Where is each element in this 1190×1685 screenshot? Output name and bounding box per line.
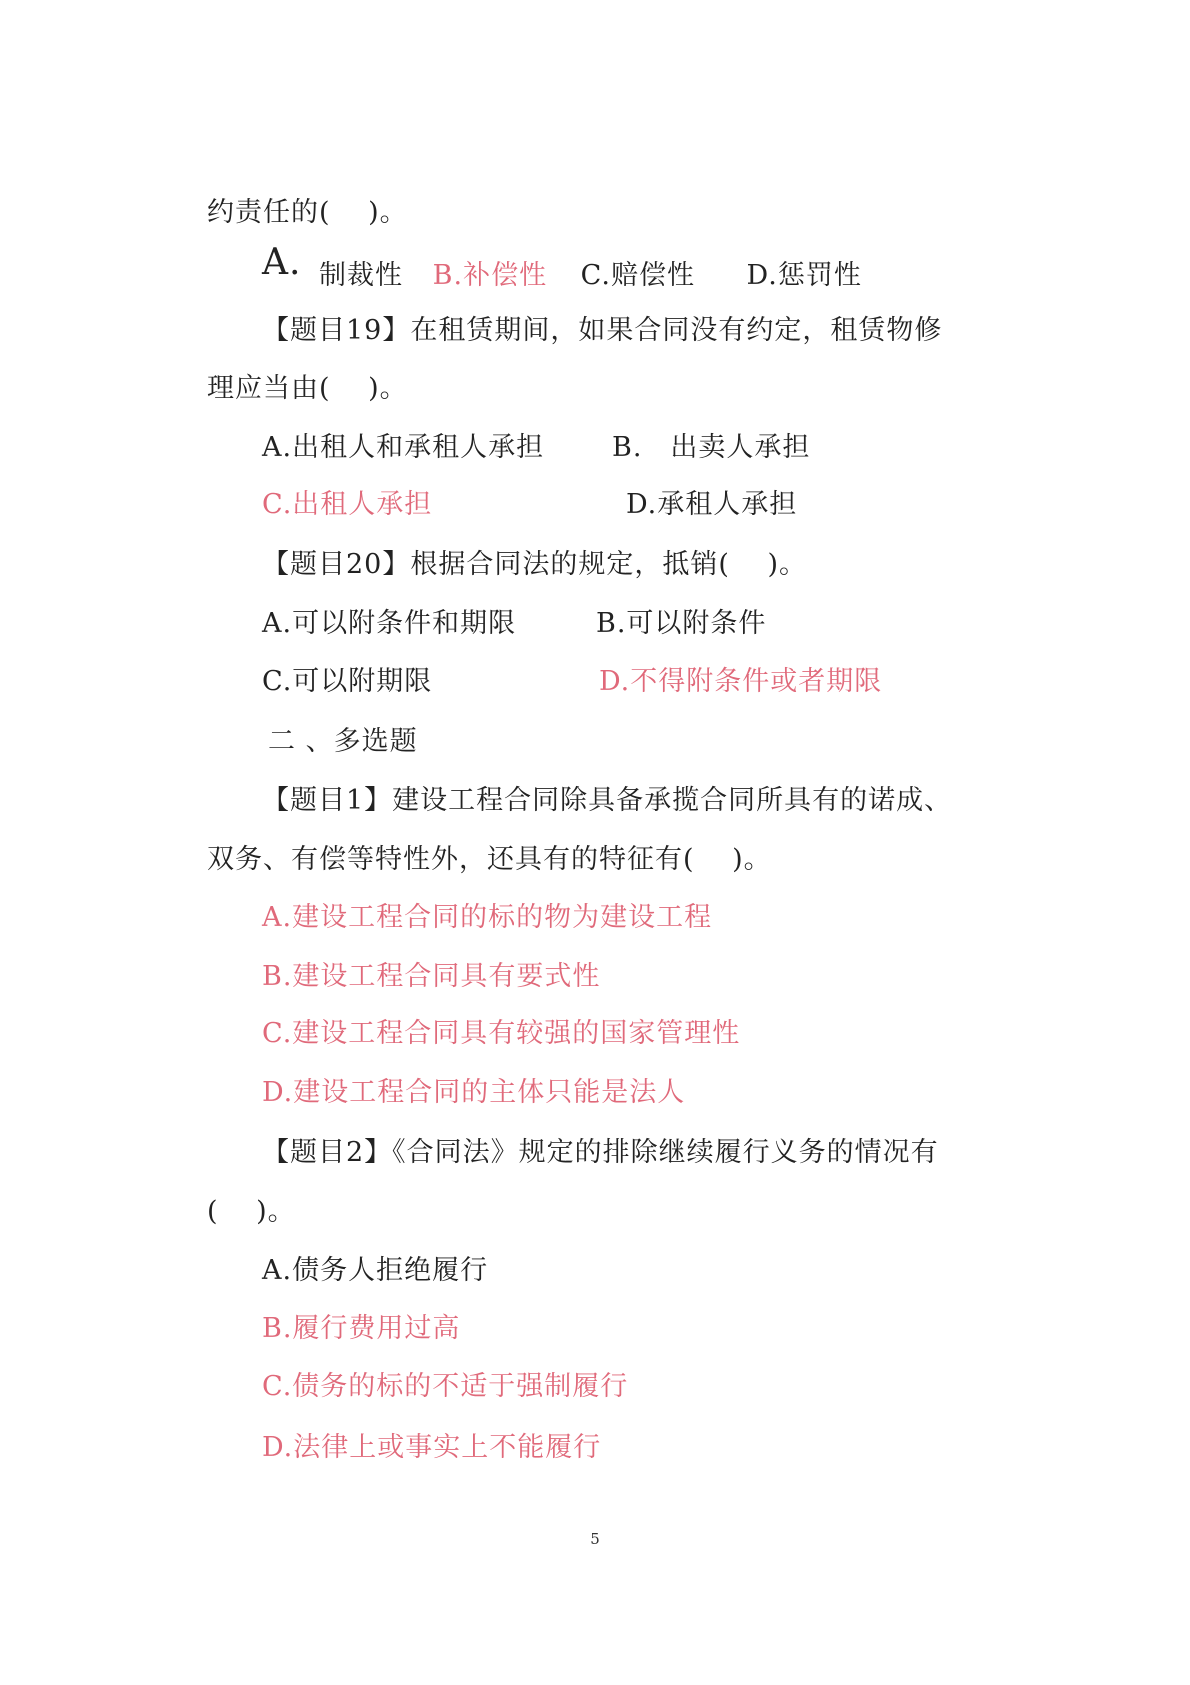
question-1-title: 【题目1】建设工程合同除具备承揽合同所具有的诺成、 (262, 785, 953, 816)
section-heading: 二 、多选题 (268, 726, 418, 757)
option-b-answer: B.建设工程合同具有要式性 (262, 961, 601, 992)
option-b: B. 出卖人承担 (612, 432, 811, 463)
question-19-title: 【题目19】在租赁期间，如果合同没有约定，租赁物修 (262, 315, 943, 346)
text-line: ( )。 (207, 1196, 296, 1227)
option-a: A.可以附条件和期限 (262, 608, 517, 639)
option-a-text: 制裁性 (319, 260, 404, 291)
option-b: B.可以附条件 (596, 608, 767, 639)
option-d-answer: D.法律上或事实上不能履行 (262, 1432, 602, 1463)
options-line (612, 431, 810, 465)
option-c-answer: C.债务的标的不适于强制履行 (262, 1371, 629, 1402)
option-c: C.可以附期限 (262, 666, 433, 697)
option-c-answer: C.建设工程合同具有较强的国家管理性 (262, 1018, 741, 1049)
option-c: C.赔偿性 (580, 260, 695, 291)
options-line (262, 431, 544, 465)
option-d: D.惩罚性 (746, 260, 862, 291)
option-a-label: A. (262, 242, 302, 283)
option-a: A.债务人拒绝履行 (262, 1255, 489, 1286)
option-b-answer: B.补偿性 (432, 260, 548, 291)
text-line: 双务、有偿等特性外，还具有的特征有( )。 (207, 844, 772, 875)
option-c-answer: C.出租人承担 (262, 489, 433, 520)
question-20-title: 【题目20】根据合同法的规定，抵销( )。 (262, 549, 808, 580)
text-line: 理应当由( )。 (207, 373, 408, 404)
question-2-title: 【题目2】《合同法》规定的排除继续履行义务的情况有 (262, 1137, 939, 1168)
page-number: 5 (590, 1530, 600, 1548)
option-a-answer: A.建设工程合同的标的物为建设工程 (262, 902, 713, 933)
option-d-answer: D.不得附条件或者期限 (599, 666, 883, 697)
option-a: A.出租人和承租人承担 (262, 432, 545, 463)
text-line: 约责任的( )。 (207, 197, 408, 228)
option-d: D.承租人承担 (626, 489, 798, 520)
option-b-answer: B.履行费用过高 (262, 1313, 461, 1344)
options-line (262, 242, 862, 293)
option-d-answer: D.建设工程合同的主体只能是法人 (262, 1077, 686, 1108)
